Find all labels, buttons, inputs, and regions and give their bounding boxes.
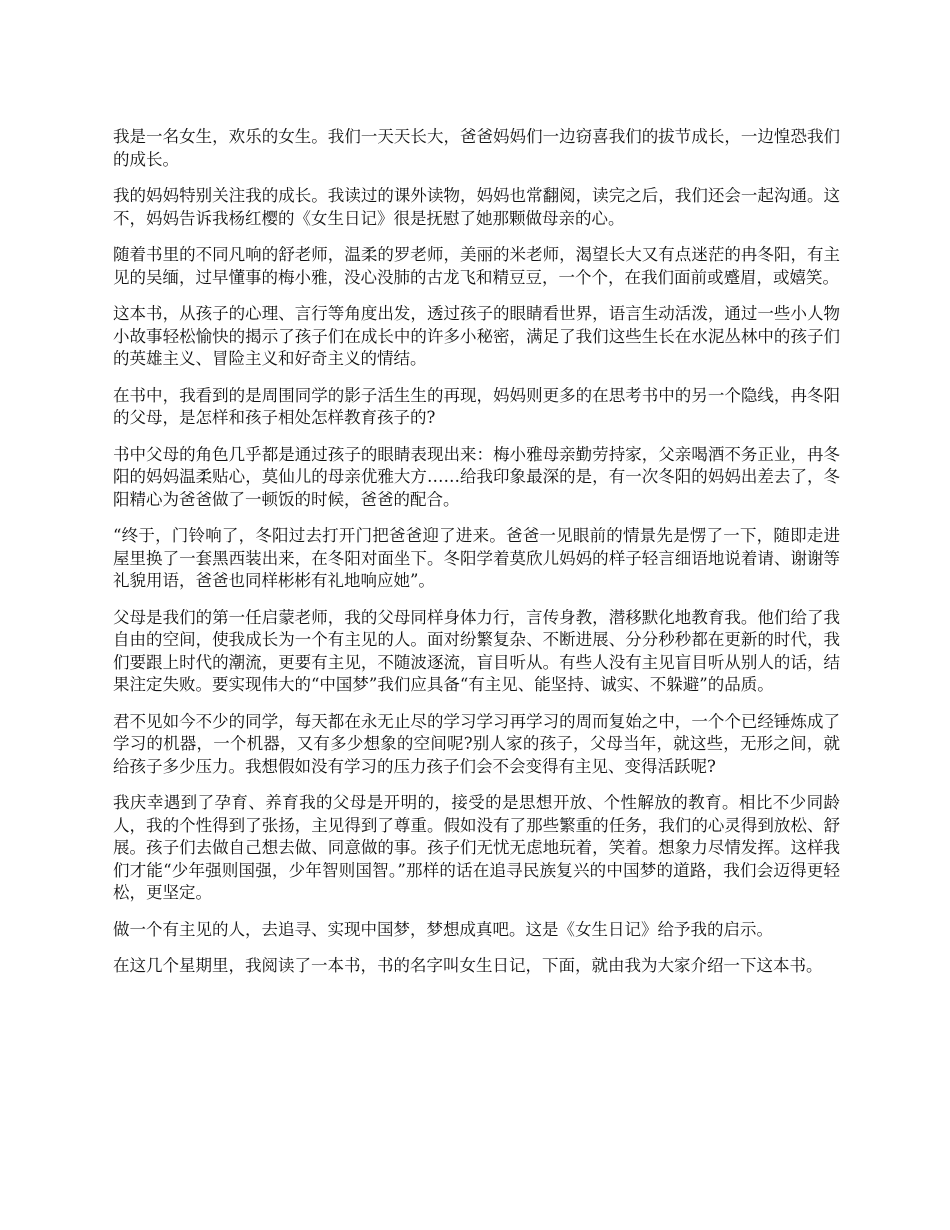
- document-body: [113, 126, 840, 992]
- paragraph-4: 这本书，从孩子的心理、言行等角度出发，透过孩子的眼睛看世界，语言生动活泼，通过一些小人物小故事轻松愉快的揭示了孩子们在成长中的许多小秘密，满足了我们这些生长在水泥丛林中的孩子们的英雄主义、冒险主义和好奇主义的情结。: [113, 304, 840, 368]
- paragraph-7: “终于，门铃响了，冬阳过去打开门把爸爸迎了进来。爸爸一见眼前的情景先是愣了一下，随即走进屋里换了一套黑西装出来，在冬阳对面坐下。冬阳学着莫欣儿妈妈的样子轻言细语地说着请、谢谢等礼貌用语，爸爸也同样彬彬有礼地响应她”。: [113, 526, 840, 590]
- paragraph-12: 在这几个星期里，我阅读了一本书，书的名字叫女生日记，下面，就由我为大家介绍一下这本书。: [113, 956, 823, 975]
- paragraph-3: 随着书里的不同凡响的舒老师，温柔的罗老师，美丽的米老师，渴望长大又有点迷茫的冉冬阳，有主见的吴缅，过早懂事的梅小雅，没心没肺的古龙飞和精豆豆，一个个，在我们面前或蹙眉，或嬉笑。: [113, 245, 840, 287]
- paragraph-11: 做一个有主见的人，去追寻、实现中国梦，梦想成真吧。这是《女生日记》给予我的启示。: [113, 919, 773, 939]
- paragraph-9: 君不见如今不少的同学，每天都在永无止尽的学习学习再学习的周而复始之中，一个个已经锤炼成了学习的机器，一个机器，又有多少想象的空间呢?别人家的孩子，父母当年，就这些，无形之间，就给孩子多少压力。我想假如没有学习的压力孩子们会不会变得有主见、变得活跃呢?: [113, 711, 840, 776]
- paragraph-1: 我是一名女生，欢乐的女生。我们一天天长大，爸爸妈妈们一边窃喜我们的拔节成长，一边惶恐我们的成长。: [113, 127, 840, 169]
- paragraph-6: 书中父母的角色几乎都是通过孩子的眼睛表现出来：梅小雅母亲勤劳持家，父亲喝酒不务正业，冉冬阳的妈妈温柔贴心，莫仙儿的母亲优雅大方……给我印象最深的是，有一次冬阳的妈妈出差去了，冬阳精心为爸爸做了一顿饭的时候，爸爸的配合。: [113, 444, 840, 509]
- paragraph-10: 我庆幸遇到了孕育、养育我的父母是开明的，接受的是思想开放、个性解放的教育。相比不少同龄人，我的个性得到了张扬，主见得到了尊重。假如没有了那些繁重的任务，我们的心灵得到放松、舒展。孩子们去做自己想去做、同意做的事。孩子们无忧无虑地玩着，笑着。想象力尽情发挥。这样我们才能“少年强则国强，少年智则国智。”那样的话在追寻民族复兴的中国梦的道路，我们会迈得更轻松，更坚定。: [113, 793, 840, 902]
- paragraph-2: 我的妈妈特别关注我的成长。我读过的课外读物，妈妈也常翻阅，读完之后，我们还会一起沟通。这不，妈妈告诉我杨红樱的《女生日记》很是抚慰了她那颗做母亲的心。: [113, 186, 840, 228]
- paragraph-8: 父母是我们的第一任启蒙老师，我的父母同样身体力行，言传身教，潜移默化地教育我。他们给了我自由的空间，使我成长为一个有主见的人。面对纷繁复杂、不断进展、分分秒秒都在更新的时代，我们要跟上时代的潮流，更要有主见，不随波逐流，盲目听从。有些人没有主见盲目听从别人的话，结果注定失败。要实现伟大的“中国梦”我们应具备“有主见、能坚持、诚实、不躲避”的品质。: [113, 607, 840, 694]
- paragraph-5: 在书中，我看到的是周围同学的影子活生生的再现，妈妈则更多的在思考书中的另一个隐线，冉冬阳的父母，是怎样和孩子相处怎样教育孩子的?: [113, 385, 840, 427]
